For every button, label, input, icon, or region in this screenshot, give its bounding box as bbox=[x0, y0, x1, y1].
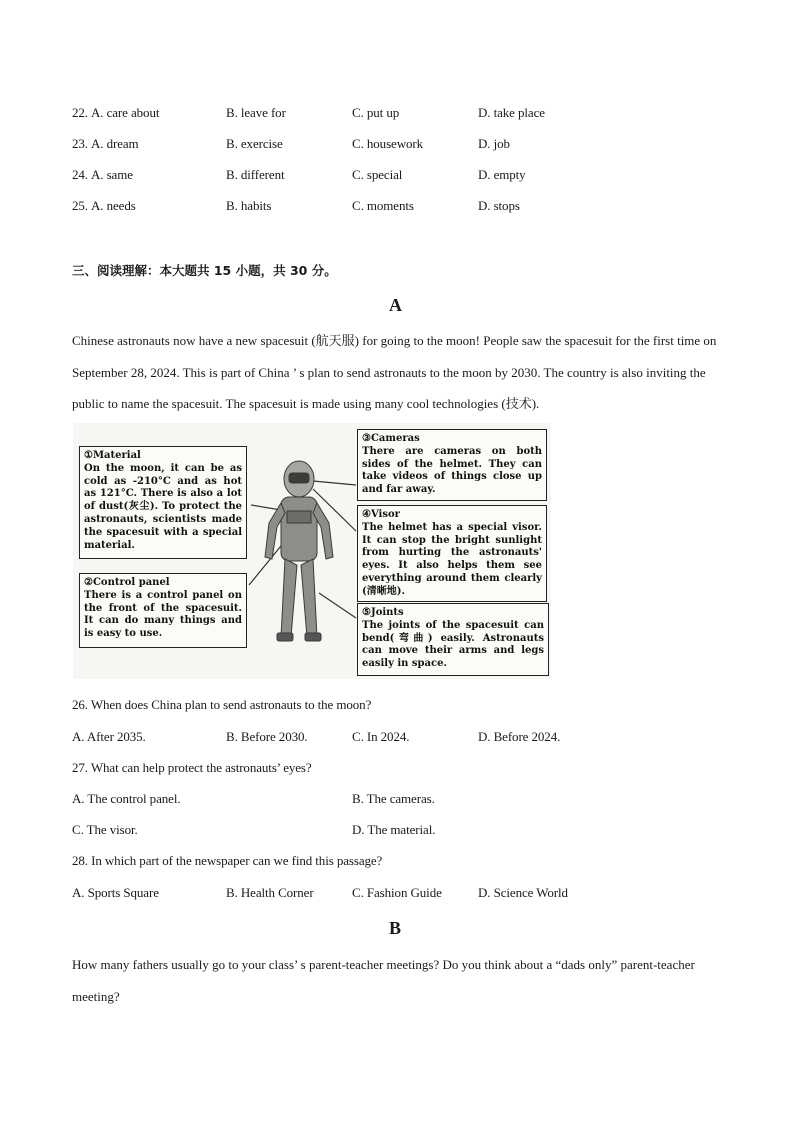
q26-option-b: B. Before 2030. bbox=[226, 729, 308, 744]
q28-option-b: B. Health Corner bbox=[226, 885, 314, 900]
joints-box bbox=[357, 603, 549, 676]
control-panel-title: ②Control panel bbox=[84, 577, 170, 588]
question-number: 25. bbox=[72, 198, 88, 213]
option-c: C. moments bbox=[352, 198, 414, 213]
option-b: B. exercise bbox=[226, 136, 283, 151]
question-number: 24. bbox=[72, 167, 88, 182]
passage-a-letter: A bbox=[389, 295, 402, 315]
option-c: C. put up bbox=[352, 105, 400, 120]
option-a: A. dream bbox=[91, 136, 139, 151]
q26-option-c: C. In 2024. bbox=[352, 729, 410, 744]
control-panel-text: There is a control panel on the front of the spacesuit. It can do many things and is easy to use. bbox=[84, 589, 242, 640]
option-b: B. habits bbox=[226, 198, 272, 213]
q28-option-a: A. Sports Square bbox=[72, 885, 159, 900]
option-d: D. stops bbox=[478, 198, 520, 213]
passage-b-letter: B bbox=[389, 918, 402, 938]
q26-option-a: A. After 2035. bbox=[72, 729, 146, 744]
joints-title: ⑤Joints bbox=[362, 607, 404, 618]
option-a: A. care about bbox=[91, 105, 160, 120]
question-26-stem: 26. When does China plan to send astronauts to the moon? bbox=[72, 697, 372, 712]
cameras-title: ③Cameras bbox=[362, 433, 420, 444]
passage-b-text: How many fathers usually go to your class’ s parent-teacher meetings? Do you think about a “dads only” parent-teacher meeting? bbox=[72, 957, 695, 1004]
section-heading: 三、阅读理解：本大题共 15 小题，共 30 分。 bbox=[72, 263, 337, 278]
material-box bbox=[79, 446, 247, 559]
visor-box bbox=[357, 505, 547, 602]
option-a: A. same bbox=[91, 167, 133, 182]
q27-option-d: D. The material. bbox=[352, 822, 436, 837]
option-d: D. job bbox=[478, 136, 510, 151]
question-27-stem: 27. What can help protect the astronauts’ eyes? bbox=[72, 760, 312, 775]
question-number: 23. bbox=[72, 136, 88, 151]
q28-option-c: C. Fashion Guide bbox=[352, 885, 442, 900]
cameras-text: There are cameras on both sides of the helmet. They can take videos of things close up and far away. bbox=[362, 445, 542, 496]
cameras-box bbox=[357, 429, 547, 501]
option-b: B. different bbox=[226, 167, 285, 182]
material-title: ①Material bbox=[84, 450, 141, 461]
visor-title: ④Visor bbox=[362, 509, 400, 520]
option-d: D. empty bbox=[478, 167, 526, 182]
option-c: C. special bbox=[352, 167, 403, 182]
option-d: D. take place bbox=[478, 105, 545, 120]
option-c: C. housework bbox=[352, 136, 424, 151]
q28-option-d: D. Science World bbox=[478, 885, 568, 900]
question-28-stem: 28. In which part of the newspaper can we find this passage? bbox=[72, 853, 383, 868]
q27-option-c: C. The visor. bbox=[72, 822, 138, 837]
q27-option-a: A. The control panel. bbox=[72, 791, 181, 806]
option-b: B. leave for bbox=[226, 105, 286, 120]
joints-text: The joints of the spacesuit can bend(弯曲) easily. Astronauts can move their arms and legs easily in space. bbox=[362, 619, 544, 670]
option-a: A. needs bbox=[91, 198, 136, 213]
visor-text: The helmet has a special visor. It can stop the bright sunlight from hurting the astronauts' eyes. It also helps them see everything around them clearly (清晰地). bbox=[362, 521, 542, 597]
q27-option-b: B. The cameras. bbox=[352, 791, 435, 806]
q26-option-d: D. Before 2024. bbox=[478, 729, 561, 744]
question-number: 22. bbox=[72, 105, 88, 120]
control-panel-box bbox=[79, 573, 247, 648]
spacesuit-infographic bbox=[73, 423, 551, 679]
passage-a-text: Chinese astronauts now have a new spacesuit (航天服) for going to the moon! People saw the spacesuit for the first time on September 28, 2024. This is part of China ’ s plan to send astronauts to the moon by 2030. The country is also inviting the public to name the spacesuit. The spacesuit is made using many cool technologies (技术). bbox=[72, 333, 717, 411]
material-text: On the moon, it can be as cold as -210°C and as hot as 121°C. There is also a lot of dust(灰尘). To protect the astronauts, scientists made the spacesuit with a special material. bbox=[84, 462, 242, 551]
